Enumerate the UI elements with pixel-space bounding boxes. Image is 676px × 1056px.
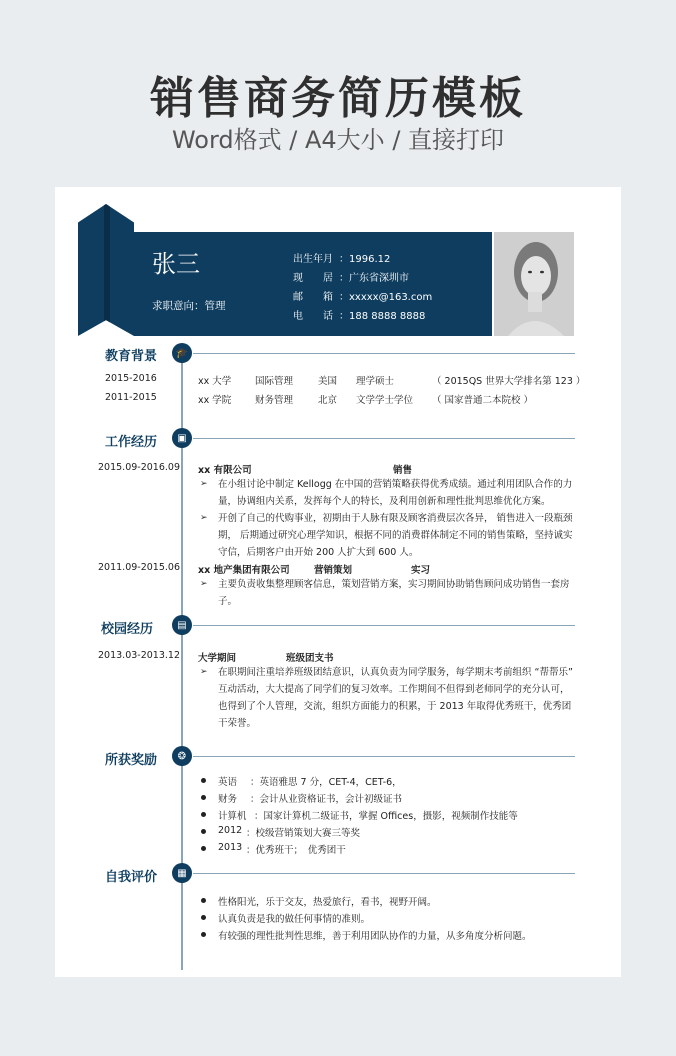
award-value: ：优秀班干； 优秀团干: [246, 845, 346, 856]
award-key: 2012: [218, 825, 243, 836]
edu-location: 北京: [318, 395, 338, 406]
section-divider: [193, 353, 575, 354]
campus-date: 2013.03-2013.12: [98, 650, 180, 661]
arrow-bullet-icon: ➢: [200, 513, 208, 523]
bullet-icon: [201, 932, 206, 937]
edu-degree: 文学学士学位: [356, 395, 414, 406]
work-item: 主要负责收集整理顾客信息，策划营销方案，实习期间协助销售顾问成功销售一套房子。: [218, 579, 570, 607]
campus-org: 大学期间: [198, 653, 237, 664]
award-key: 财务: [218, 794, 238, 805]
bullet-icon: [201, 829, 206, 834]
edu-location: 美国: [318, 376, 338, 387]
candidate-name: 张三: [152, 250, 200, 278]
award-key: 计算机: [218, 811, 247, 822]
edu-major: 财务管理: [255, 395, 294, 406]
work-company: xx 地产集团有限公司: [198, 565, 290, 576]
section-divider: [193, 625, 575, 626]
bullet-icon: [201, 812, 206, 817]
header-ribbon: [78, 204, 134, 336]
section-education-title: 教育背景: [105, 349, 158, 364]
section-campus-title: 校园经历: [101, 622, 154, 637]
award-value: ：英语雅思 7 分，CET-4，CET-6，: [250, 777, 402, 788]
section-awards-title: 所获奖励: [105, 753, 158, 768]
edu-school: xx 学院: [198, 395, 232, 406]
work-company: xx 有限公司: [198, 465, 252, 476]
award-value: ：国家计算机二级证书，掌握 Offices，摄影，视频制作技能等: [254, 811, 518, 822]
work-item: 开创了自己的代购事业，初期由于人脉有限及顾客消费层次各异， 销售进入一段瓶颈期， 后期通过研究心理学知识，根据不同的消费群体制定不同的销售策略，坚持诚实守信，后期客户由开始 200 人扩大到 600 人。: [218, 513, 573, 558]
work-role: 实习: [411, 565, 431, 576]
job-intent: 求职意向：管理: [152, 300, 226, 312]
edu-school: xx 大学: [198, 376, 232, 387]
campus-item: 在职期间注重培养班级团结意识，认真负责为同学服务，每学期末考前组织 “帮帮乐” 互动活动，大大提高了同学们的复习效率。工作期间不但得到老师同学的充分认可，也得到了个人管理，交流，组织方面能力的积累，于 2013 年取得优秀班干，优秀团干荣誉。: [218, 667, 573, 729]
edu-degree: 理学硕士: [356, 376, 395, 387]
self-item: 性格阳光，乐于交友，热爱旅行，看书，视野开阔。: [218, 897, 437, 908]
bullet-icon: [201, 915, 206, 920]
work-dept: 营销策划: [314, 565, 353, 576]
page-subtitle: Word格式 / A4大小 / 直接打印: [171, 126, 505, 154]
info-birth: 出生年月 ：1996.12: [293, 254, 391, 265]
section-divider: [193, 756, 575, 757]
work-date: 2011.09-2015.06: [98, 562, 180, 573]
briefcase-icon: ▣: [172, 428, 192, 448]
self-item: 有较强的理性批判性思维，善于利用团队协作的力量，从多角度分析问题。: [218, 931, 532, 942]
section-divider: [193, 438, 575, 439]
work-item: 在小组讨论中制定 Kellogg 在中国的营销策略获得优秀成绩。通过利用团队合作的力量，协调组内关系，发挥每个人的特长，及利用创新和理性批判思维优化方案。: [218, 479, 573, 507]
edu-date: 2011-2015: [105, 392, 157, 403]
info-email: 邮 箱 ：xxxxx@163.com: [293, 292, 433, 303]
self-item: 认真负责是我的做任何事情的准则。: [218, 914, 371, 925]
medal-icon: ❂: [172, 746, 192, 766]
section-work-title: 工作经历: [105, 435, 158, 450]
edu-major: 国际管理: [255, 376, 294, 387]
section-self-title: 自我评价: [105, 870, 158, 885]
bullet-icon: [201, 846, 206, 851]
arrow-bullet-icon: ➢: [200, 667, 208, 677]
award-key: 2013: [218, 842, 243, 853]
document-icon: ▦: [172, 863, 192, 883]
profile-photo: [494, 232, 574, 336]
book-icon: ▤: [172, 615, 192, 635]
work-date: 2015.09-2016.09: [98, 462, 180, 473]
section-divider: [193, 873, 575, 874]
page-title: 销售商务简历模板: [150, 73, 526, 124]
edu-note: （ 国家普通二本院校 ）: [432, 395, 534, 406]
award-key: 英语: [218, 777, 238, 788]
award-value: ：校级营销策划大赛三等奖: [246, 828, 361, 839]
award-value: ：会计从业资格证书，会计初级证书: [250, 794, 403, 805]
bullet-icon: [201, 795, 206, 800]
arrow-bullet-icon: ➢: [200, 479, 208, 489]
bullet-icon: [201, 898, 206, 903]
work-role: 销售: [393, 465, 413, 476]
edu-date: 2015-2016: [105, 373, 157, 384]
info-residence: 现 居 ：广东省深圳市: [293, 273, 409, 284]
bullet-icon: [201, 778, 206, 783]
graduation-cap-icon: 🎓: [172, 343, 192, 363]
info-phone: 电 话 ：188 8888 8888: [293, 311, 426, 322]
edu-note: （ 2015QS 世界大学排名第 123 ）: [432, 376, 586, 387]
arrow-bullet-icon: ➢: [200, 579, 208, 589]
campus-role: 班级团支书: [286, 653, 334, 664]
